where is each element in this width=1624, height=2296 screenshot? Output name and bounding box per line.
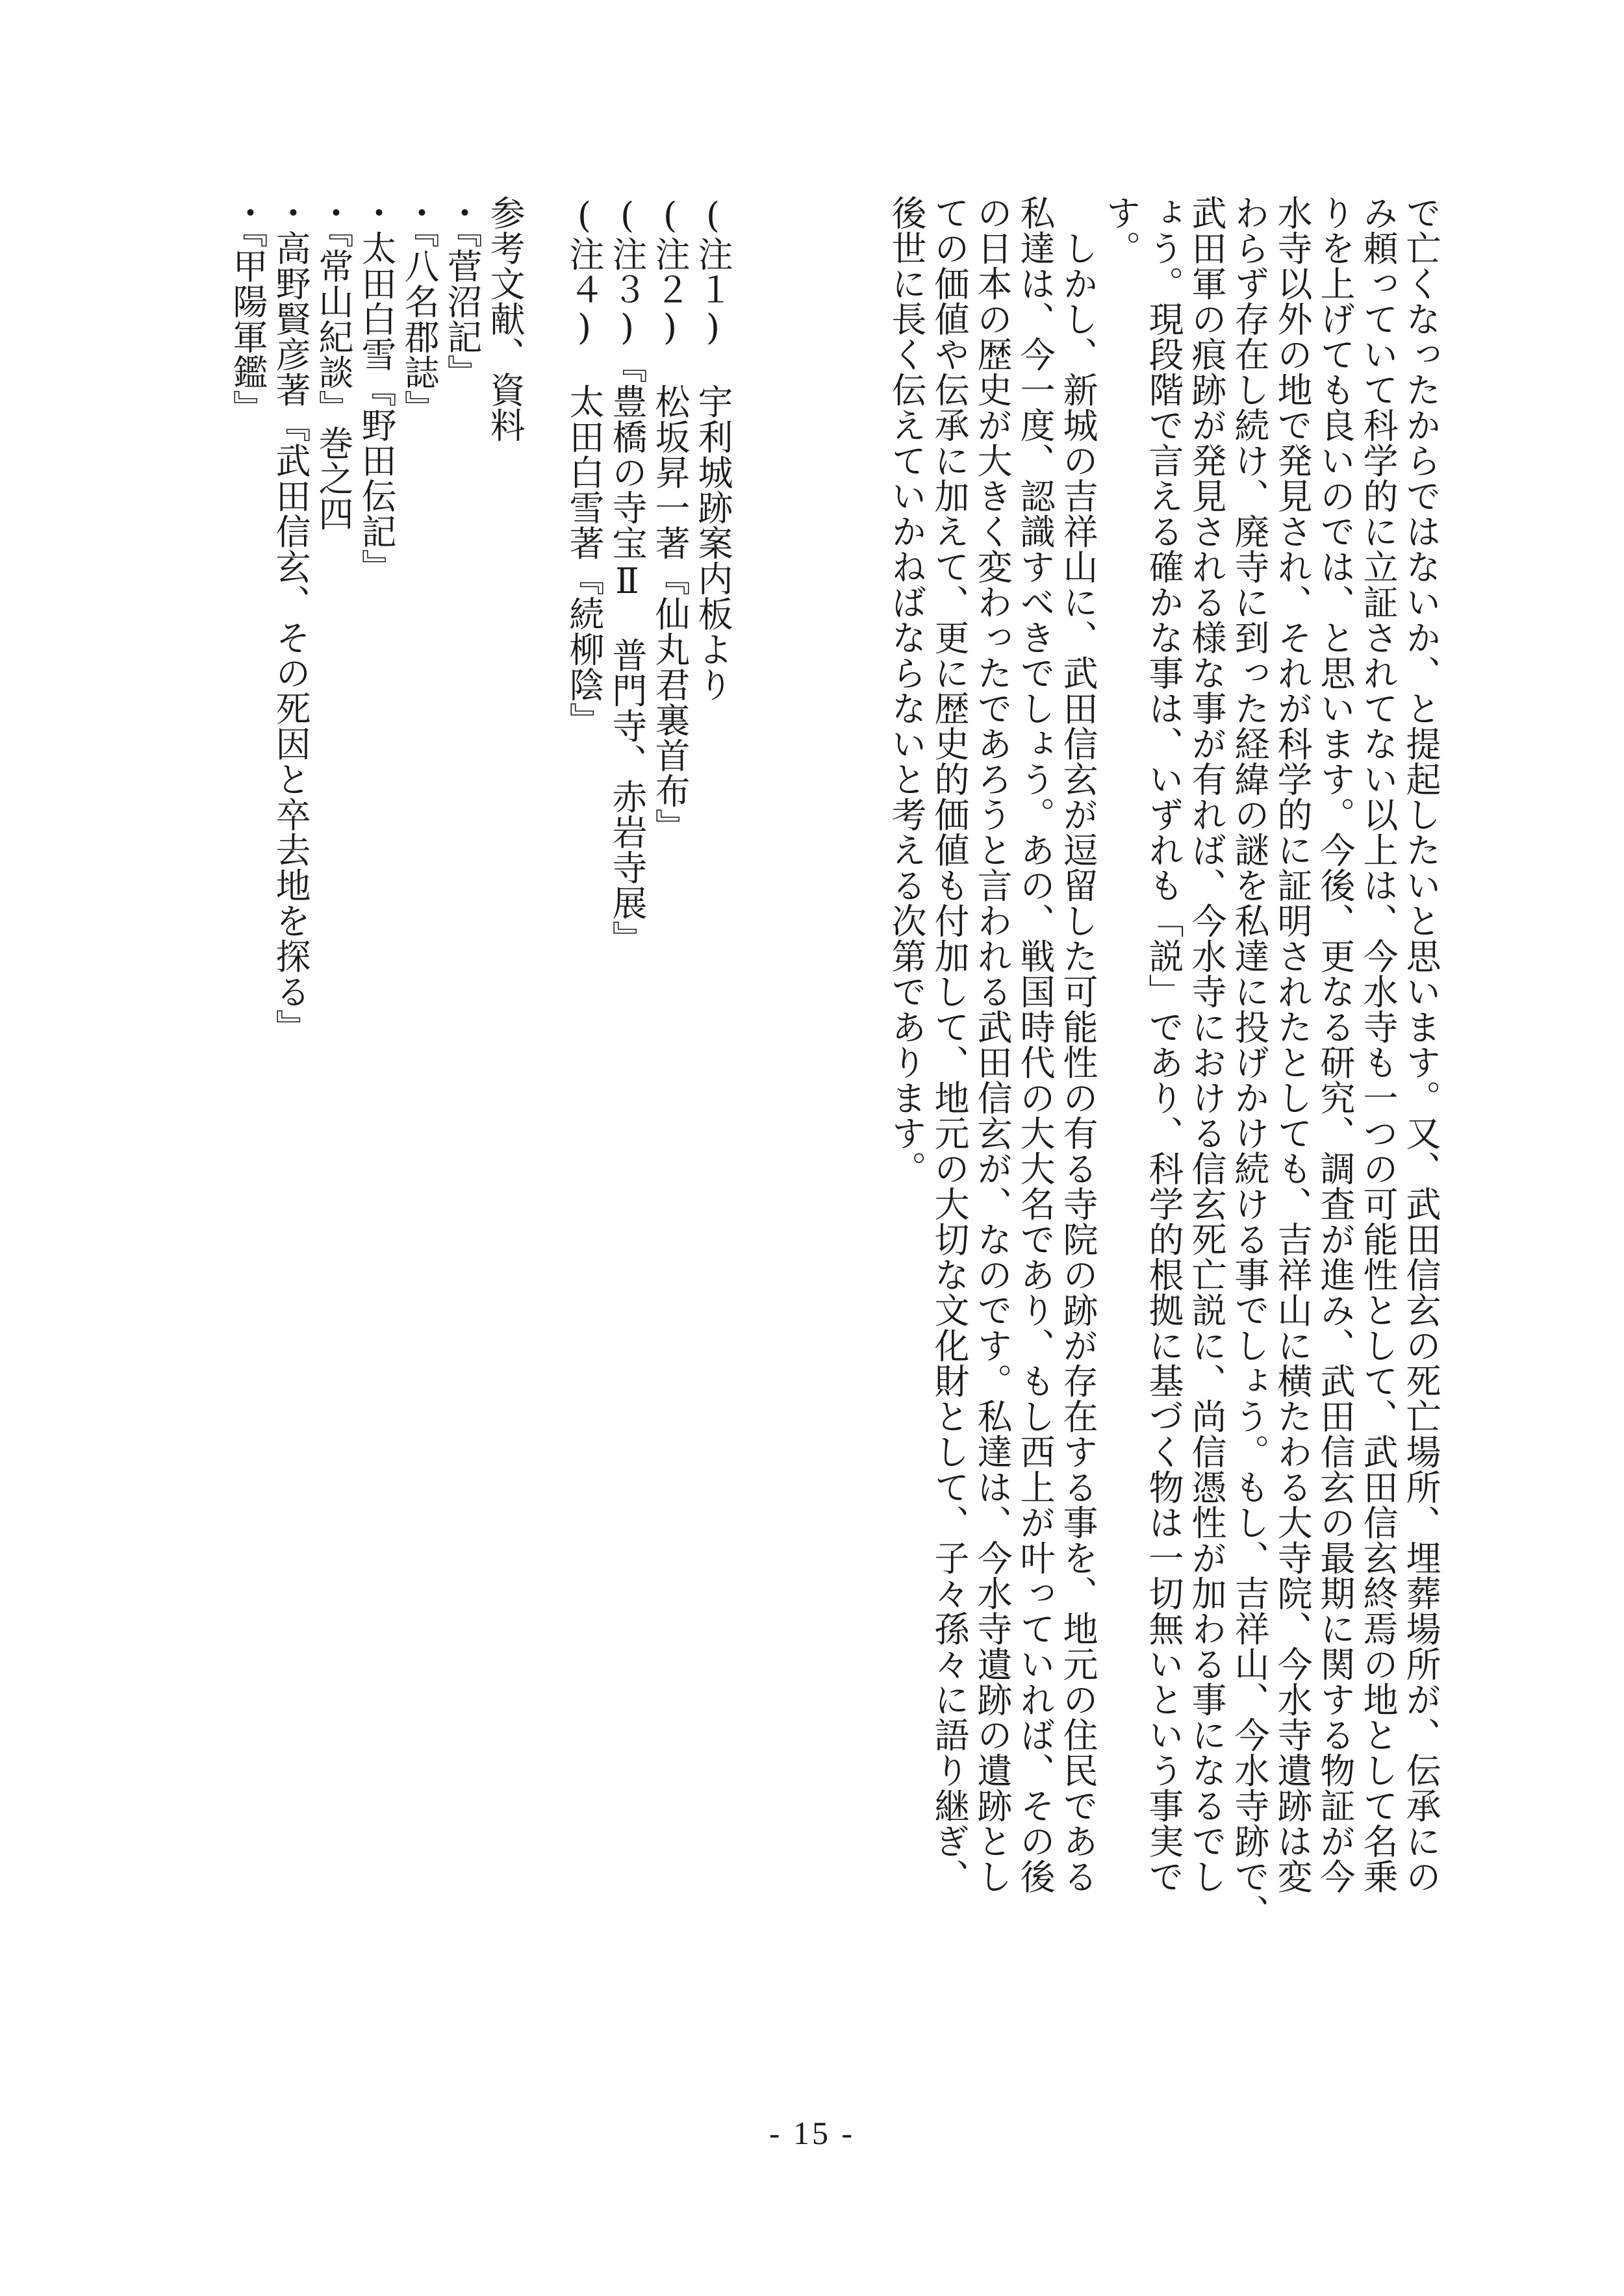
body-line: わらず存在し続け、廃寺に到った経緯の謎を私達に投げかけ続ける事でしょう。もし、吉祥山、今水寺跡で、	[1229, 195, 1270, 1930]
footnote: (注３)『豊橋の寺宝Ⅱ 普門寺、赤岩寺展』	[607, 195, 648, 956]
body-line: 水寺以外の地で発見され、それが科学的に証明されたとしても、吉祥山に横たわる大寺院、今水寺遺跡は変	[1272, 195, 1313, 1894]
body-text	[885, 195, 1442, 2065]
references	[226, 195, 526, 2065]
body-line: 後世に長く伝えていかねばならないと考える次第であります。	[886, 195, 927, 1186]
reference-item: ・『菅沼記』	[442, 195, 483, 390]
reference-item: ・『甲陽軍鑑』	[227, 195, 268, 425]
body-line: ての価値や伝承に加えて、更に歴史的価値も付加して、地元の大切な文化財として、子々孫々に語り継ぎ、	[929, 195, 970, 1894]
body-line: しかし、新城の吉祥山に、武田信玄が逗留した可能性の有る寺院の跡が存在する事を、地元の住民である	[1058, 195, 1098, 1894]
footnote: (注２) 松坂昇一著『仙丸君裏首布』	[650, 195, 691, 844]
body-line: りを上げても良いのでは、と思います。今後、更なる研究、調査が進み、武田信玄の最期に関する物証が今	[1315, 195, 1356, 1894]
body-line: ょう。現段階で言える確かな事は、いずれも「説」であり、科学的根拠に基づく物は一切無いという事実で	[1143, 195, 1184, 1894]
page-number: - 15 -	[768, 2115, 856, 2151]
body-line: す。	[1100, 195, 1141, 266]
reference-item: ・太田白雪『野田伝記』	[356, 195, 397, 585]
body-line: で亡くなったからではないか、と提起したいと思います。又、武田信玄の死亡場所、埋葬場所が、伝承にの	[1401, 195, 1441, 1894]
footnotes	[563, 195, 734, 2065]
footnote: (注４) 太田白雪著『続柳陰』	[564, 195, 605, 738]
references-heading: 参考文献、資料	[485, 195, 526, 443]
footnote: (注１) 宇利城跡案内板より	[692, 195, 733, 702]
body-line: の日本の歴史が大きく変わったであろうと言われる武田信玄が、なのです。私達は、今水寺遺跡の遺跡とし	[972, 195, 1013, 1894]
body-line: み頼っていて科学的に立証されてない以上は、今水寺も一つの可能性として、武田信玄終焉の地として名乗	[1358, 195, 1399, 1894]
body-line: 武田軍の痕跡が発見される様な事が有れば、今水寺における信玄死亡説に、尚信憑性が加わる事になるでし	[1186, 195, 1227, 1894]
reference-item: ・『常山紀談』巻之四	[313, 195, 354, 531]
reference-item: ・高野賢彦著『武田信玄、その死因と卒去地を探る』	[270, 195, 311, 1044]
reference-item: ・『八名郡誌』	[399, 195, 440, 425]
body-line: 私達は、今一度、認識すべきでしょう。あの、戦国時代の大大名であり、もし西上が叶っていれば、その後	[1015, 195, 1056, 1894]
